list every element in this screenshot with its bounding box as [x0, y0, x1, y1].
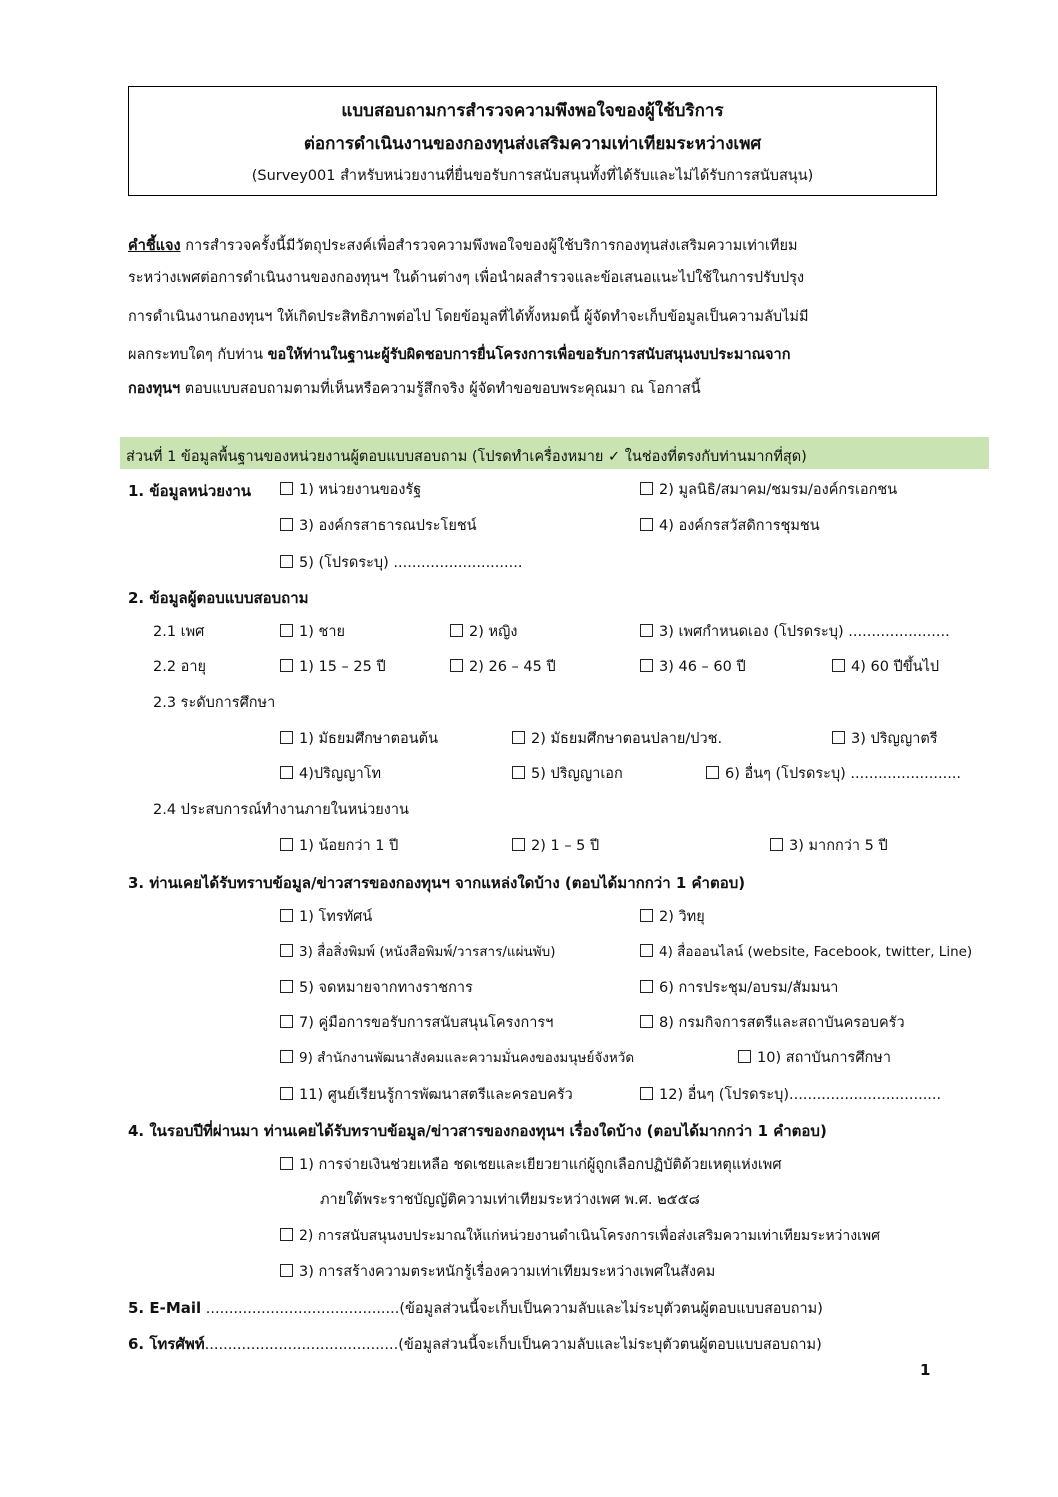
- checkbox[interactable]: [832, 731, 845, 744]
- checkbox[interactable]: [640, 482, 653, 495]
- exp-option-2[interactable]: 2) 1 – 5 ปี: [512, 838, 599, 855]
- q4-option-2[interactable]: 2) การสนับสนุนงบประมาณให้แก่หน่วยงานดำเนินโครงการเพื่อส่งเสริมความเท่าเทียมระหว่างเพศ: [280, 1228, 880, 1245]
- q2-education-label: 2.3 ระดับการศึกษา: [153, 695, 276, 711]
- checkbox[interactable]: [738, 1050, 751, 1063]
- q4-option-1[interactable]: 1) การจ่ายเงินช่วยเหลือ ชดเชยและเยียวยาแก่ผู้ถูกเลือกปฏิบัติด้วยเหตุแห่งเพศ: [280, 1157, 782, 1174]
- checkbox[interactable]: [512, 731, 525, 744]
- exp-option-3[interactable]: 3) มากกว่า 5 ปี: [770, 838, 888, 855]
- q3-option-8[interactable]: 8) กรมกิจการสตรีและสถาบันครอบครัว: [640, 1015, 905, 1032]
- q2-age-label: 2.2 อายุ: [153, 659, 207, 675]
- checkbox[interactable]: [280, 1015, 293, 1028]
- q5-label: 5. E-Mail: [128, 1299, 202, 1317]
- phone-field[interactable]: ..........................................(ข้อมูลส่วนนี้จะเก็บเป็นความลับและไม่ระบุตัวตนผู้ตอบแบบสอบถาม): [204, 1337, 822, 1353]
- age-option-1[interactable]: 1) 15 – 25 ปี: [280, 659, 386, 676]
- checkbox[interactable]: [280, 1228, 293, 1241]
- q1-option-1[interactable]: 1) หน่วยงานของรัฐ: [280, 482, 421, 499]
- checkbox[interactable]: [640, 518, 653, 531]
- q1-option-3[interactable]: 3) องค์กรสาธารณประโยชน์: [280, 518, 477, 535]
- intro-line-3: การดำเนินงานกองทุนฯ ให้เกิดประสิทธิภาพต่อไป โดยข้อมูลที่ได้ทั้งหมดนี้ ผู้จัดทำจะเก็บข้อมูลเป็นความลับไม่มี: [128, 309, 809, 325]
- email-field[interactable]: ..........................................(ข้อมูลส่วนนี้จะเก็บเป็นความลับและไม่ระบุตัวตนผู้ตอบแบบสอบถาม): [201, 1301, 823, 1317]
- checkbox[interactable]: [832, 659, 845, 672]
- checkbox[interactable]: [280, 624, 293, 637]
- q4-option-3[interactable]: 3) การสร้างความตระหนักรู้เรื่องความเท่าเทียมระหว่างเพศในสังคม: [280, 1264, 715, 1281]
- q3-option-9[interactable]: 9) สำนักงานพัฒนาสังคมและความมั่นคงของมนุษย์จังหวัด: [280, 1050, 634, 1066]
- checkbox[interactable]: [280, 555, 293, 568]
- checkbox[interactable]: [280, 518, 293, 531]
- q3-label: 3. ท่านเคยได้รับทราบข้อมูล/ข่าวสารของกองทุนฯ จากแหล่งใดบ้าง (ตอบได้มากกว่า 1 คำตอบ): [128, 874, 746, 892]
- checkbox[interactable]: [512, 766, 525, 779]
- checkbox[interactable]: [280, 659, 293, 672]
- q3-option-5[interactable]: 5) จดหมายจากทางราชการ: [280, 980, 473, 997]
- checkbox[interactable]: [706, 766, 719, 779]
- q3-option-1[interactable]: 1) โทรทัศน์: [280, 909, 372, 926]
- q5-email-row[interactable]: [128, 1299, 823, 1318]
- q3-option-12[interactable]: 12) อื่นๆ (โปรดระบุ).................................: [640, 1087, 941, 1104]
- edu-option-5[interactable]: 5) ปริญญาเอก: [512, 766, 623, 783]
- q6-phone-row[interactable]: [128, 1335, 822, 1354]
- age-option-4[interactable]: 4) 60 ปีขึ้นไป: [832, 659, 939, 676]
- checkbox[interactable]: [450, 659, 463, 672]
- checkbox[interactable]: [640, 1015, 653, 1028]
- gender-option-1[interactable]: 1) ชาย: [280, 624, 345, 641]
- q2-experience-label: 2.4 ประสบการณ์ทำงานภายในหน่วยงาน: [153, 802, 409, 818]
- checkbox[interactable]: [280, 838, 293, 851]
- gender-option-3[interactable]: 3) เพศกำหนดเอง (โปรดระบุ) ......................: [640, 624, 950, 641]
- q3-option-2[interactable]: 2) วิทยุ: [640, 909, 705, 926]
- q2-gender-label: 2.1 เพศ: [153, 624, 205, 640]
- section-1-header: [120, 437, 989, 469]
- edu-option-6[interactable]: 6) อื่นๆ (โปรดระบุ) ........................: [706, 766, 961, 783]
- checkbox[interactable]: [280, 1264, 293, 1277]
- document-title: แบบสอบถามการสำรวจความพึงพอใจของผู้ใช้บริการ: [341, 101, 724, 121]
- q1-option-4[interactable]: 4) องค์กรสวัสดิการชุมชน: [640, 518, 820, 535]
- q6-label: 6. โทรศัพท์: [128, 1335, 205, 1353]
- page-number: 1: [920, 1361, 931, 1379]
- document-subtitle: ต่อการดำเนินงานของกองทุนส่งเสริมความเท่าเทียมระหว่างเพศ: [303, 134, 762, 154]
- edu-option-3[interactable]: 3) ปริญญาตรี: [832, 731, 938, 748]
- q3-option-3[interactable]: 3) สื่อสิ่งพิมพ์ (หนังสือพิมพ์/วารสาร/แผ่นพับ): [280, 944, 556, 960]
- intro-line-4: ผลกระทบใดๆ กับท่าน ขอให้ท่านในฐานะผู้รับผิดชอบการยื่นโครงการเพื่อขอรับการสนับสนุนงบประมาณจาก: [128, 347, 791, 363]
- checkbox[interactable]: [640, 980, 653, 993]
- checkbox[interactable]: [280, 1157, 293, 1170]
- intro-line-5: กองทุนฯ ตอบแบบสอบถามตามที่เห็นหรือความรู้สึกจริง ผู้จัดทำขอขอบพระคุณมา ณ โอกาสนี้: [128, 381, 701, 397]
- q3-option-4[interactable]: 4) สื่อออนไลน์ (website, Facebook, twitter, Line): [640, 944, 972, 960]
- checkbox[interactable]: [280, 909, 293, 922]
- gender-option-2[interactable]: 2) หญิง: [450, 624, 517, 641]
- checkbox[interactable]: [640, 1087, 653, 1100]
- edu-option-4[interactable]: 4)ปริญญาโท: [280, 766, 381, 783]
- q4-option-1-continued: ภายใต้พระราชบัญญัติความเท่าเทียมระหว่างเพศ พ.ศ. ๒๕๕๘: [320, 1192, 700, 1208]
- edu-option-1[interactable]: 1) มัธยมศึกษาตอนต้น: [280, 731, 438, 748]
- q1-option-5[interactable]: 5) (โปรดระบุ) ............................: [280, 555, 522, 572]
- checkbox[interactable]: [280, 980, 293, 993]
- section-1-title: ส่วนที่ 1 ข้อมูลพื้นฐานของหน่วยงานผู้ตอบแบบสอบถาม (โปรดทำเครื่องหมาย ✓ ในช่องที่ตรงกับท่านมากที่สุด): [126, 449, 807, 465]
- checkbox[interactable]: [280, 731, 293, 744]
- checkbox[interactable]: [640, 624, 653, 637]
- checkbox[interactable]: [280, 766, 293, 779]
- q3-option-10[interactable]: 10) สถาบันการศึกษา: [738, 1050, 891, 1067]
- checkbox[interactable]: [280, 482, 293, 495]
- q1-option-2[interactable]: 2) มูลนิธิ/สมาคม/ชมรม/องค์กรเอกชน: [640, 482, 897, 499]
- exp-option-1[interactable]: 1) น้อยกว่า 1 ปี: [280, 838, 398, 855]
- intro-line-1: คำชี้แจง การสำรวจครั้งนี้มีวัตถุประสงค์เพื่อสำรวจความพึงพอใจของผู้ใช้บริการกองทุนส่งเสริมความเท่าเทียม: [128, 238, 798, 254]
- checkbox[interactable]: [512, 838, 525, 851]
- q2-label: 2. ข้อมูลผู้ตอบแบบสอบถาม: [128, 589, 309, 607]
- intro-line-2: ระหว่างเพศต่อการดำเนินงานของกองทุนฯ ในด้านต่างๆ เพื่อนำผลสำรวจและข้อเสนอแนะไปใช้ในการปรับปรุง: [128, 270, 805, 286]
- checkbox[interactable]: [640, 944, 653, 957]
- checkbox[interactable]: [770, 838, 783, 851]
- q4-label: 4. ในรอบปีที่ผ่านมา ท่านเคยได้รับทราบข้อมูล/ข่าวสารของกองทุนฯ เรื่องใดบ้าง (ตอบได้มากกว่า 1 คำตอบ): [128, 1122, 827, 1140]
- q1-label: 1. ข้อมูลหน่วยงาน: [128, 482, 252, 500]
- checkbox[interactable]: [640, 909, 653, 922]
- checkbox[interactable]: [280, 1087, 293, 1100]
- q3-option-7[interactable]: 7) คู่มือการขอรับการสนับสนุนโครงการฯ: [280, 1015, 553, 1032]
- edu-option-2[interactable]: 2) มัธยมศึกษาตอนปลาย/ปวช.: [512, 731, 722, 748]
- checkbox[interactable]: [280, 1050, 293, 1063]
- checkbox[interactable]: [450, 624, 463, 637]
- intro-label: คำชี้แจง: [128, 238, 181, 254]
- q3-option-6[interactable]: 6) การประชุม/อบรม/สัมมนา: [640, 980, 838, 997]
- age-option-2[interactable]: 2) 26 – 45 ปี: [450, 659, 556, 676]
- survey-code-note: (Survey001 สำหรับหน่วยงานที่ยื่นขอรับการสนับสนุนทั้งที่ได้รับและไม่ได้รับการสนับสนุน): [251, 168, 814, 184]
- checkbox[interactable]: [280, 944, 293, 957]
- age-option-3[interactable]: 3) 46 – 60 ปี: [640, 659, 746, 676]
- q3-option-11[interactable]: 11) ศูนย์เรียนรู้การพัฒนาสตรีและครอบครัว: [280, 1087, 573, 1104]
- title-box: [128, 86, 937, 196]
- checkbox[interactable]: [640, 659, 653, 672]
